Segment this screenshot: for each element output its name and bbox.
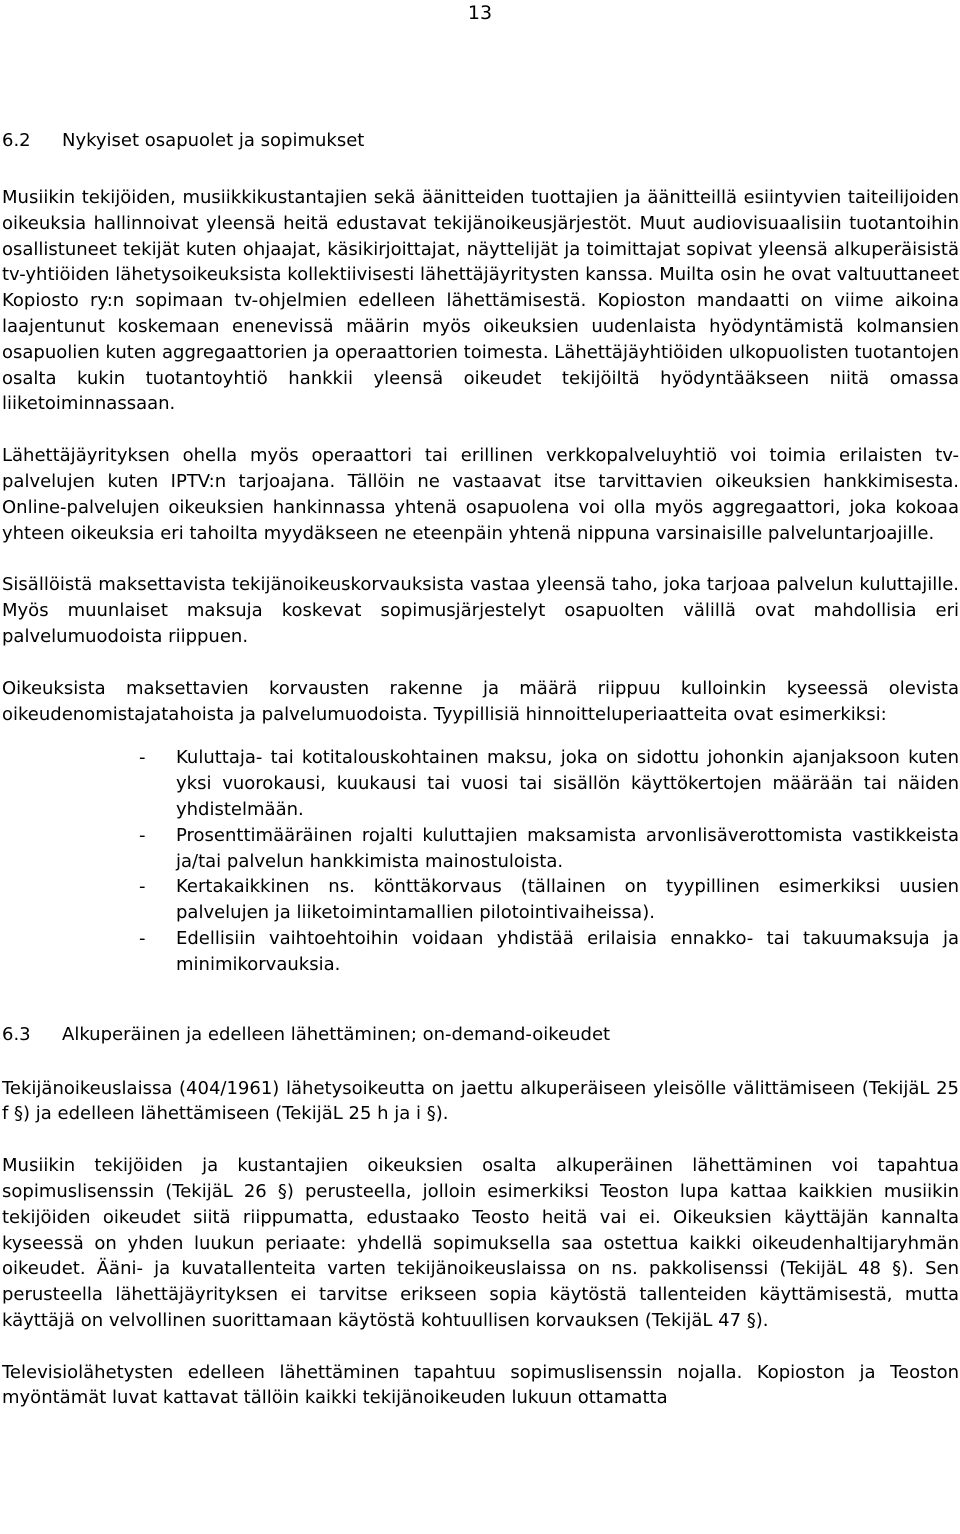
- paragraph: Musiikin tekijöiden, musiikkikustantajien sekä äänitteiden tuottajien ja äänitteillä esiintyvien taiteilijoiden oikeuksia hallinnoivat yleensä heitä edustavat tekijänoikeusjärjestöt. Muut audiovisuaalisiin tuotantoihin osallistuneet tekijät kuten ohjaajat, käsikirjoittajat, näyttelijät ja toimittajat sopivat yleensä alkuperäisistä tv-yhtiöiden lähetysoikeuksista kollektiivisesti lähettäjäyritysten kanssa. Muilta osin he ovat valtuuttaneet Kopiosto ry:n sopimaan tv-ohjelmien edelleen lähettämisestä. Kopioston mandaatti on viime aikoina laajentunut koskemaan enenevissä määrin myös oikeuksien uudenlaista hyödyntämistä kolmansien osapuolien kuten aggregaattorien ja operaattorien toimesta. Lähettäjäyhtiöiden ulkopuolisten tuotantojen osalta kukin tuotantoyhtiö hankkii yleensä oikeudet tekijöiltä hyödyntääkseen niitä omassa liiketoiminnassaan.: [2, 187, 959, 415]
- pricing-principles-list: [2, 745, 959, 977]
- list-item-text: Kuluttaja- tai kotitalouskohtainen maksu, joka on sidottu johonkin ajanjaksoon kuten yksi vuorokausi, kuukausi tai vuosi tai sisällön käyttökertojen määrään tai näiden yhdistelmään.: [176, 747, 959, 820]
- paragraph: Televisiolähetysten edelleen lähettäminen tapahtuu sopimuslisenssin nojalla. Kopioston ja Teoston myöntämät luvat kattavat tällöin kaikki tekijänoikeuden lukuun ottamatta: [2, 1361, 959, 1409]
- list-item: [2, 926, 959, 978]
- paragraph: Musiikin tekijöiden ja kustantajien oikeuksien osalta alkuperäinen lähettäminen voi tapahtua sopimuslisenssin (TekijäL 26 §) perusteella, jolloin esimerkiksi Teoston lupa kattaa kaikkien musiikin tekijöiden oikeudet siitä riippumatta, edustaako Teosto heitä vai ei. Oikeuksien käyttäjän kannalta kyseessä on yhden luukun periaate: yhdellä sopimuksella saa ostettua kaikki oikeudenhaltijaryhmän oikeudet. Ääni- ja kuvatallenteita varten tekijänoikeuslaissa on ns. pakkolisenssi (TekijäL 48 §). Sen perusteella lähettäjäyrityksen ei tarvitse erikseen sopia käytöstä tallenteiden käyttämisestä, mutta käyttäjä on velvollinen suorittamaan käytöstä kohtuullisen korvauksen (TekijäL 47 §).: [2, 1155, 959, 1331]
- bullet-dash: -: [139, 927, 146, 949]
- paragraph: Lähettäjäyrityksen ohella myös operaattori tai erillinen verkkopalveluyhtiö voi toimia erilaisten tv-palvelujen kuten IPTV:n tarjoajana. Tällöin ne vastaavat itse tarvittavien oikeuksien hankkimisesta. Online-palvelujen oikeuksien hankinnassa yhtenä osapuolena voi olla myös aggregaattori, joka kokoaa yhteen oikeuksia eri tahoilta myydäkseen ne eteenpäin yhtenä nippuna varsinaisille palveluntarjoajille.: [2, 445, 959, 544]
- section-title: Nykyiset osapuolet ja sopimukset: [62, 130, 365, 151]
- bullet-dash: -: [139, 876, 146, 898]
- list-item-text: Prosenttimääräinen rojalti kuluttajien maksamista arvonlisäverottomista vastikkeista ja/tai palvelun hankkimista mainostuloista.: [176, 824, 959, 872]
- paragraph: Sisällöistä maksettavista tekijänoikeuskorvauksista vastaa yleensä taho, joka tarjoaa palvelun kuluttajille. Myös muunlaiset maksuja koskevat sopimusjärjestelyt osapuolten välillä ovat mahdollisia eri palvelumuodoista riippuen.: [2, 574, 959, 647]
- paragraph: Oikeuksista maksettavien korvausten rakenne ja määrä riippuu kulloinkin kyseessä olevista oikeudenomistajatahoista ja palvelumuodoista. Tyypillisiä hinnoitteluperiaatteita ovat esimerkiksi:: [2, 677, 959, 725]
- list-item: [2, 823, 959, 875]
- section-number: 6.2: [2, 130, 31, 151]
- bullet-dash: -: [139, 747, 146, 769]
- paragraph: Tekijänoikeuslaissa (404/1961) lähetysoikeutta on jaettu alkuperäiseen yleisölle välittämiseen (TekijäL 25 f §) ja edelleen lähettämiseen (TekijäL 25 h ja i §).: [2, 1077, 959, 1125]
- list-item-text: Edellisiin vaihtoehtoihin voidaan yhdistää erilaisia ennakko- tai takuumaksuja ja minimikorvauksia.: [176, 927, 959, 975]
- list-item: [2, 745, 959, 822]
- section-heading-6-3: [2, 1022, 959, 1048]
- bullet-dash: -: [139, 824, 146, 846]
- list-item-text: Kertakaikkinen ns. könttäkorvaus (tällainen on tyypillinen esimerkiksi uusien palvelujen ja liiketoimintamallien pilotointivaiheissa).: [176, 876, 959, 924]
- page-number: 13: [467, 2, 493, 24]
- section-number: 6.3: [2, 1023, 31, 1045]
- document-body: [2, 128, 959, 1411]
- section-heading-6-2: [2, 128, 959, 154]
- list-item: [2, 874, 959, 926]
- section-title: Alkuperäinen ja edelleen lähettäminen; on-demand-oikeudet: [62, 1023, 611, 1045]
